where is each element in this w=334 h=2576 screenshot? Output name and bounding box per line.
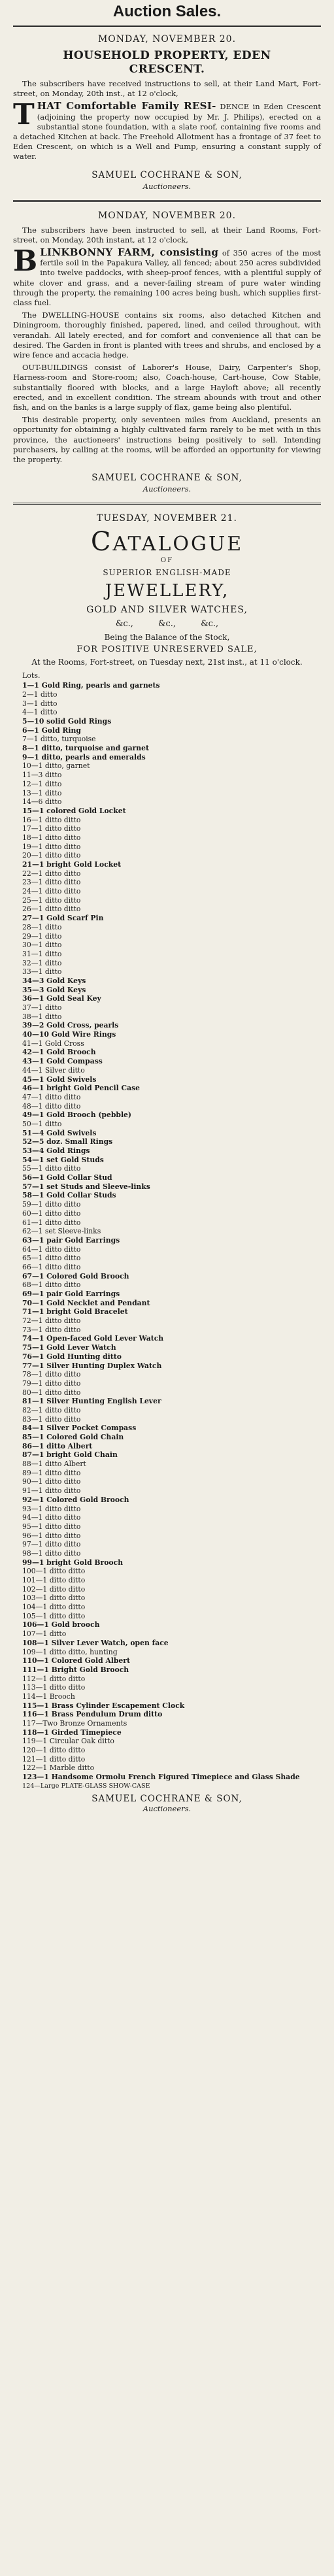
etc-row <box>13 619 321 629</box>
lot-item: 85—1 Colored Gold Chain <box>22 1433 124 1442</box>
etc-item: &c., <box>201 619 219 629</box>
lot-item: 86—1 ditto Albert <box>22 1441 93 1450</box>
auctioneers-label: Auctioneers. <box>142 484 192 494</box>
auctioneers-label: Auctioneers. <box>142 181 192 191</box>
lot-item: 79—1 ditto ditto <box>22 1379 81 1388</box>
lot-item: 50—1 ditto <box>22 1119 62 1128</box>
intro-paragraph: The subscribers have been instructed to sell, at their Land Rooms, Fort-street, on Monday, 20th instant, at 12 o'clock, <box>13 225 321 244</box>
lot-item: 119—1 Circular Oak ditto <box>22 1737 114 1746</box>
lot-item: 103—1 ditto ditto <box>22 1594 86 1603</box>
lot-item: 59—1 ditto ditto <box>22 1200 81 1209</box>
lot-item: 114—1 Brooch <box>22 1692 75 1701</box>
section-divider <box>13 200 321 202</box>
lot-item: 39—2 Gold Cross, pearls <box>22 1021 119 1030</box>
lot-item: 99—1 bright Gold Brooch <box>22 1558 124 1567</box>
lot-item: 113—1 ditto ditto <box>22 1683 86 1692</box>
lot-item: 109—1 ditto ditto, hunting <box>22 1647 118 1656</box>
lot-item: 92—1 Colored Gold Brooch <box>22 1495 129 1504</box>
lot-item: 38—1 ditto <box>22 1012 62 1021</box>
lot-item: 116—1 Brass Pendulum Drum ditto <box>22 1710 163 1719</box>
lot-item: 89—1 ditto ditto <box>22 1468 81 1477</box>
lot-item: 121—1 ditto ditto <box>22 1754 86 1764</box>
lot-item: 91—1 ditto ditto <box>22 1486 81 1496</box>
drop-cap: T <box>13 98 35 132</box>
description-text: of 350 acres of the most fertile soil in the Papakura Valley, all fenced; about 250 acres subdivided into twelve paddocks, with sheep-proof fences, with a plentiful supply of white clover and grass, and a never-failing stream of pure water winding through the property, the remaining 100 acres being bush, which supplies first-class fuel. <box>13 248 322 308</box>
lot-item: 8—1 ditto, turquoise and garnet <box>22 744 149 753</box>
lot-item: 2—1 ditto <box>22 690 58 699</box>
lot-item: 78—1 ditto ditto <box>22 1370 81 1379</box>
lot-item: 96—1 ditto ditto <box>22 1531 81 1540</box>
lot-item: 101—1 ditto ditto <box>22 1576 86 1585</box>
lot-item: 49—1 Gold Brooch (pebble) <box>22 1111 132 1120</box>
lot-item: 72—1 ditto ditto <box>22 1316 81 1326</box>
headline-line-2: CRESCENT. <box>129 63 205 76</box>
superior-label: SUPERIOR ENGLISH-MADE <box>103 568 231 578</box>
lot-item: 16—1 ditto ditto <box>22 815 81 824</box>
lot-item: 74—1 Open-faced Gold Lever Watch <box>22 1334 164 1343</box>
lot-item: 83—1 ditto ditto <box>22 1414 81 1424</box>
lot-item: 34—3 Gold Keys <box>22 976 86 985</box>
lot-item: 76—1 Gold Hunting ditto <box>22 1352 122 1361</box>
lot-item: 36—1 Gold Seal Key <box>22 994 101 1003</box>
lot-item: 13—1 ditto <box>22 788 62 797</box>
auctioneer-signature: SAMUEL COCHRANE & SON, <box>92 169 242 180</box>
lot-item: 70—1 Gold Necklet and Pendant <box>22 1298 150 1307</box>
lot-item: 12—1 ditto <box>22 779 62 788</box>
lot-item: 22—1 ditto ditto <box>22 869 81 878</box>
lot-item: 73—1 ditto ditto <box>22 1325 81 1334</box>
description-paragraph <box>13 244 322 308</box>
description-text: DENCE in Eden Crescent (adjoining the property now occupied by Mr. J. Philips), erected on a substantial stone foundation, with a slate roof, containing five rooms and a detached Kitchen at back. The Freehold Allotment has a frontage of 37 feet to Eden Crescent, on which is a Well and Pump, ensuring a constant supply of water. <box>13 102 322 161</box>
lot-item: 81—1 Silver Hunting English Lever <box>22 1397 161 1406</box>
lot-item: 58—1 Gold Collar Studs <box>22 1191 116 1200</box>
lot-item: 30—1 ditto <box>22 941 62 950</box>
lot-item: 61—1 ditto ditto <box>22 1218 81 1227</box>
auctioneer-signature: SAMUEL COCHRANE & SON, <box>92 1793 242 1804</box>
lot-item: 1—1 Gold Ring, pearls and garnets <box>22 681 160 690</box>
lot-item: 35—3 Gold Keys <box>22 985 86 994</box>
lot-item: 100—1 ditto ditto <box>22 1567 86 1576</box>
lot-item: 9—1 ditto, pearls and emeralds <box>22 752 146 761</box>
advert-jewellery-catalogue <box>13 511 321 1813</box>
lot-item: 51—4 Gold Swivels <box>22 1128 97 1137</box>
dwelling-paragraph: The DWELLING-HOUSE contains six rooms, also detached Kitchen and Diningroom, thoroughly finished, papered, lined, and ceiled throughout, with verandah. All lately erected, and for comfort and convenience all that can be desired. The Garden in front is planted with trees and shrubs, and enclosed by a wire fence and accacia hedge. <box>13 310 321 360</box>
lot-item: 110—1 Colored Gold Albert <box>22 1656 130 1665</box>
jewellery-heading: JEWELLERY, <box>105 581 229 601</box>
lot-item: 40—10 Gold Wire Rings <box>22 1030 116 1039</box>
lot-item: 33—1 ditto <box>22 967 62 977</box>
lot-item: 10—1 ditto, garnet <box>22 761 90 771</box>
lot-item: 115—1 Brass Cylinder Escapement Clock <box>22 1701 185 1710</box>
lot-item: 117—Two Bronze Ornaments <box>22 1719 127 1728</box>
lot-item: 94—1 ditto ditto <box>22 1513 81 1522</box>
lot-item: 46—1 bright Gold Pencil Case <box>22 1084 141 1093</box>
lot-item: 66—1 ditto ditto <box>22 1262 81 1271</box>
lot-item: 20—1 ditto ditto <box>22 851 81 860</box>
lot-item: 68—1 ditto ditto <box>22 1280 81 1290</box>
of-label: OF <box>160 557 174 565</box>
sale-date: TUESDAY, NOVEMBER 21. <box>97 513 237 524</box>
lot-item: 11—3 ditto <box>22 771 62 780</box>
lot-item: 106—1 Gold brooch <box>22 1620 100 1630</box>
lot-item: 27—1 Gold Scarf Pin <box>22 914 104 923</box>
lot-item: 55—1 ditto ditto <box>22 1164 81 1173</box>
lot-item: 75—1 Gold Lever Watch <box>22 1343 116 1352</box>
lot-item: 56—1 Gold Collar Stud <box>22 1173 112 1182</box>
lot-item: 31—1 ditto <box>22 949 62 958</box>
catalogue-cap: C <box>90 527 113 558</box>
lot-item: 88—1 ditto Albert <box>22 1460 86 1469</box>
lot-item: 95—1 ditto ditto <box>22 1522 81 1531</box>
sale-date: MONDAY, NOVEMBER 20. <box>97 210 237 221</box>
lot-item: 65—1 ditto ditto <box>22 1254 81 1263</box>
unreserved-sale: FOR POSITIVE UNRESERVED SALE, <box>76 644 258 655</box>
lot-item: 77—1 Silver Hunting Duplex Watch <box>22 1361 162 1370</box>
lot-item: 6—1 Gold Ring <box>22 726 81 735</box>
lot-item: 45—1 Gold Swivels <box>22 1075 97 1084</box>
outbuildings-paragraph: OUT-BUILDINGS consist of Laborer's House, Dairy, Carpenter's Shop, Harness-room and Store-room; also, Coach-house, Cart-house, Cow Stable, substantially floored with blocks, and a large Hayloft above; all recently erected, and in excellent condition. The stream abounds with trout and other fish, and on the banks is a large supply of flax, game being also plentiful. <box>13 363 321 412</box>
lot-item: 98—1 ditto ditto <box>22 1548 81 1558</box>
lots-label: Lots. <box>22 671 41 680</box>
lot-item: 7—1 ditto, turquoise <box>22 735 96 744</box>
etc-item: &c., <box>158 619 176 629</box>
sale-location: At the Rooms, Fort-street, on Tuesday next, 21st inst., at 11 o'clock. <box>31 658 303 667</box>
section-divider <box>13 503 321 505</box>
lot-item: 32—1 ditto <box>22 958 62 967</box>
lot-item: 54—1 set Gold Studs <box>22 1155 104 1164</box>
newspaper-page <box>13 0 321 1813</box>
lot-item: 15—1 colored Gold Locket <box>22 806 126 815</box>
lot-item: 43—1 Gold Compass <box>22 1057 103 1066</box>
lot-item: 112—1 ditto ditto <box>22 1674 86 1683</box>
headline-line-1: HOUSEHOLD PROPERTY, EDEN <box>63 49 271 62</box>
lot-item: 23—1 ditto ditto <box>22 878 81 887</box>
lot-item: 67—1 Colored Gold Brooch <box>22 1271 129 1280</box>
lead-text: LINKBONNY FARM, consisting <box>40 246 219 259</box>
lot-item: 120—1 ditto ditto <box>22 1746 86 1755</box>
lot-item: 3—1 ditto <box>22 699 58 708</box>
lot-item: 84—1 Silver Pocket Compass <box>22 1424 137 1433</box>
balance-note: Being the Balance of the Stock, <box>104 633 230 643</box>
lot-item: 21—1 bright Gold Locket <box>22 860 122 869</box>
lots-list <box>13 681 321 1790</box>
drop-cap: B <box>13 244 38 278</box>
lot-item: 17—1 ditto ditto <box>22 824 81 833</box>
lot-item: 25—1 ditto ditto <box>22 895 81 905</box>
lot-item: 108—1 Silver Lever Watch, open face <box>22 1638 169 1647</box>
lot-item: 123—1 Handsome Ormolu French Figured Timepiece and Glass Shade <box>22 1773 300 1782</box>
lot-item: 18—1 ditto ditto <box>22 833 81 842</box>
description-paragraph <box>13 98 322 161</box>
lot-item: 14—6 ditto <box>22 797 62 807</box>
lot-item: 5—10 solid Gold Rings <box>22 717 112 726</box>
lot-item: 53—4 Gold Rings <box>22 1146 90 1156</box>
lot-item: 62—1 set Sleeve-links <box>22 1227 101 1236</box>
lot-item: 19—1 ditto ditto <box>22 842 81 851</box>
lot-item: 124—Large PLATE-GLASS SHOW-CASE <box>22 1782 150 1790</box>
lot-item: 82—1 ditto ditto <box>22 1405 81 1414</box>
advert-eden-crescent <box>13 32 321 191</box>
intro-paragraph: The subscribers have received instructions to sell, at their Land Mart, Fort-street, on Monday, 20th inst., at 12 o'clock, <box>13 79 321 99</box>
lot-item: 26—1 ditto ditto <box>22 905 81 914</box>
lot-item: 111—1 Bright Gold Brooch <box>22 1665 129 1674</box>
lead-text: HAT Comfortable Family RESI- <box>37 100 216 112</box>
catalogue-title <box>13 527 321 558</box>
lot-item: 69—1 pair Gold Earrings <box>22 1290 120 1299</box>
lot-item: 105—1 ditto ditto <box>22 1611 86 1620</box>
lot-item: 104—1 ditto ditto <box>22 1603 86 1612</box>
lot-item: 37—1 ditto <box>22 1003 62 1012</box>
lot-item: 93—1 ditto ditto <box>22 1504 81 1513</box>
advert-blinkbonny-farm <box>13 209 321 494</box>
auctioneer-signature: SAMUEL COCHRANE & SON, <box>92 473 242 484</box>
closing-paragraph: This desirable property, only seventeen miles from Auckland, presents an opportunity for obtaining a highly cultivated farm rarely to be met with in this province, the auctioneers' instructions being positively to sell. Intending purchasers, by calling at the rooms, will be afforded an opportunity for viewing the property. <box>13 415 321 465</box>
lot-item: 90—1 ditto ditto <box>22 1477 81 1486</box>
lot-item: 102—1 ditto ditto <box>22 1584 86 1594</box>
lot-item: 87—1 bright Gold Chain <box>22 1450 118 1460</box>
lot-item: 4—1 ditto <box>22 708 58 717</box>
lot-item: 28—1 ditto <box>22 922 62 931</box>
lot-item: 24—1 ditto ditto <box>22 887 81 896</box>
lot-item: 63—1 pair Gold Earrings <box>22 1235 120 1245</box>
lot-item: 52—5 doz. Small Rings <box>22 1137 113 1146</box>
lot-item: 57—1 set Studs and Sleeve-links <box>22 1182 150 1191</box>
lot-item: 60—1 ditto ditto <box>22 1209 81 1218</box>
lot-item: 80—1 ditto ditto <box>22 1388 81 1397</box>
watches-heading: GOLD AND SILVER WATCHES, <box>86 605 248 616</box>
auctioneers-label: Auctioneers. <box>142 1803 192 1813</box>
lot-item: 97—1 ditto ditto <box>22 1540 81 1549</box>
lot-item: 118—1 Girded Timepiece <box>22 1728 122 1737</box>
lot-item: 48—1 ditto ditto <box>22 1101 81 1111</box>
lot-item: 64—1 ditto ditto <box>22 1245 81 1254</box>
sale-date: MONDAY, NOVEMBER 20. <box>97 34 237 44</box>
catalogue-rest: ATALOGUE <box>112 533 244 556</box>
lot-item: 41—1 Gold Cross <box>22 1039 84 1048</box>
section-heading: Auction Sales. <box>13 3 321 27</box>
etc-item: &c., <box>115 619 133 629</box>
lot-item: 71—1 bright Gold Bracelet <box>22 1307 128 1316</box>
lot-item: 44—1 Silver ditto <box>22 1065 85 1075</box>
lot-item: 29—1 ditto <box>22 931 62 941</box>
lot-item: 47—1 ditto ditto <box>22 1092 81 1101</box>
lot-item: 107—1 ditto <box>22 1630 67 1639</box>
lot-item: 42—1 Gold Brooch <box>22 1048 96 1057</box>
lot-item: 122—1 Marble ditto <box>22 1764 95 1773</box>
